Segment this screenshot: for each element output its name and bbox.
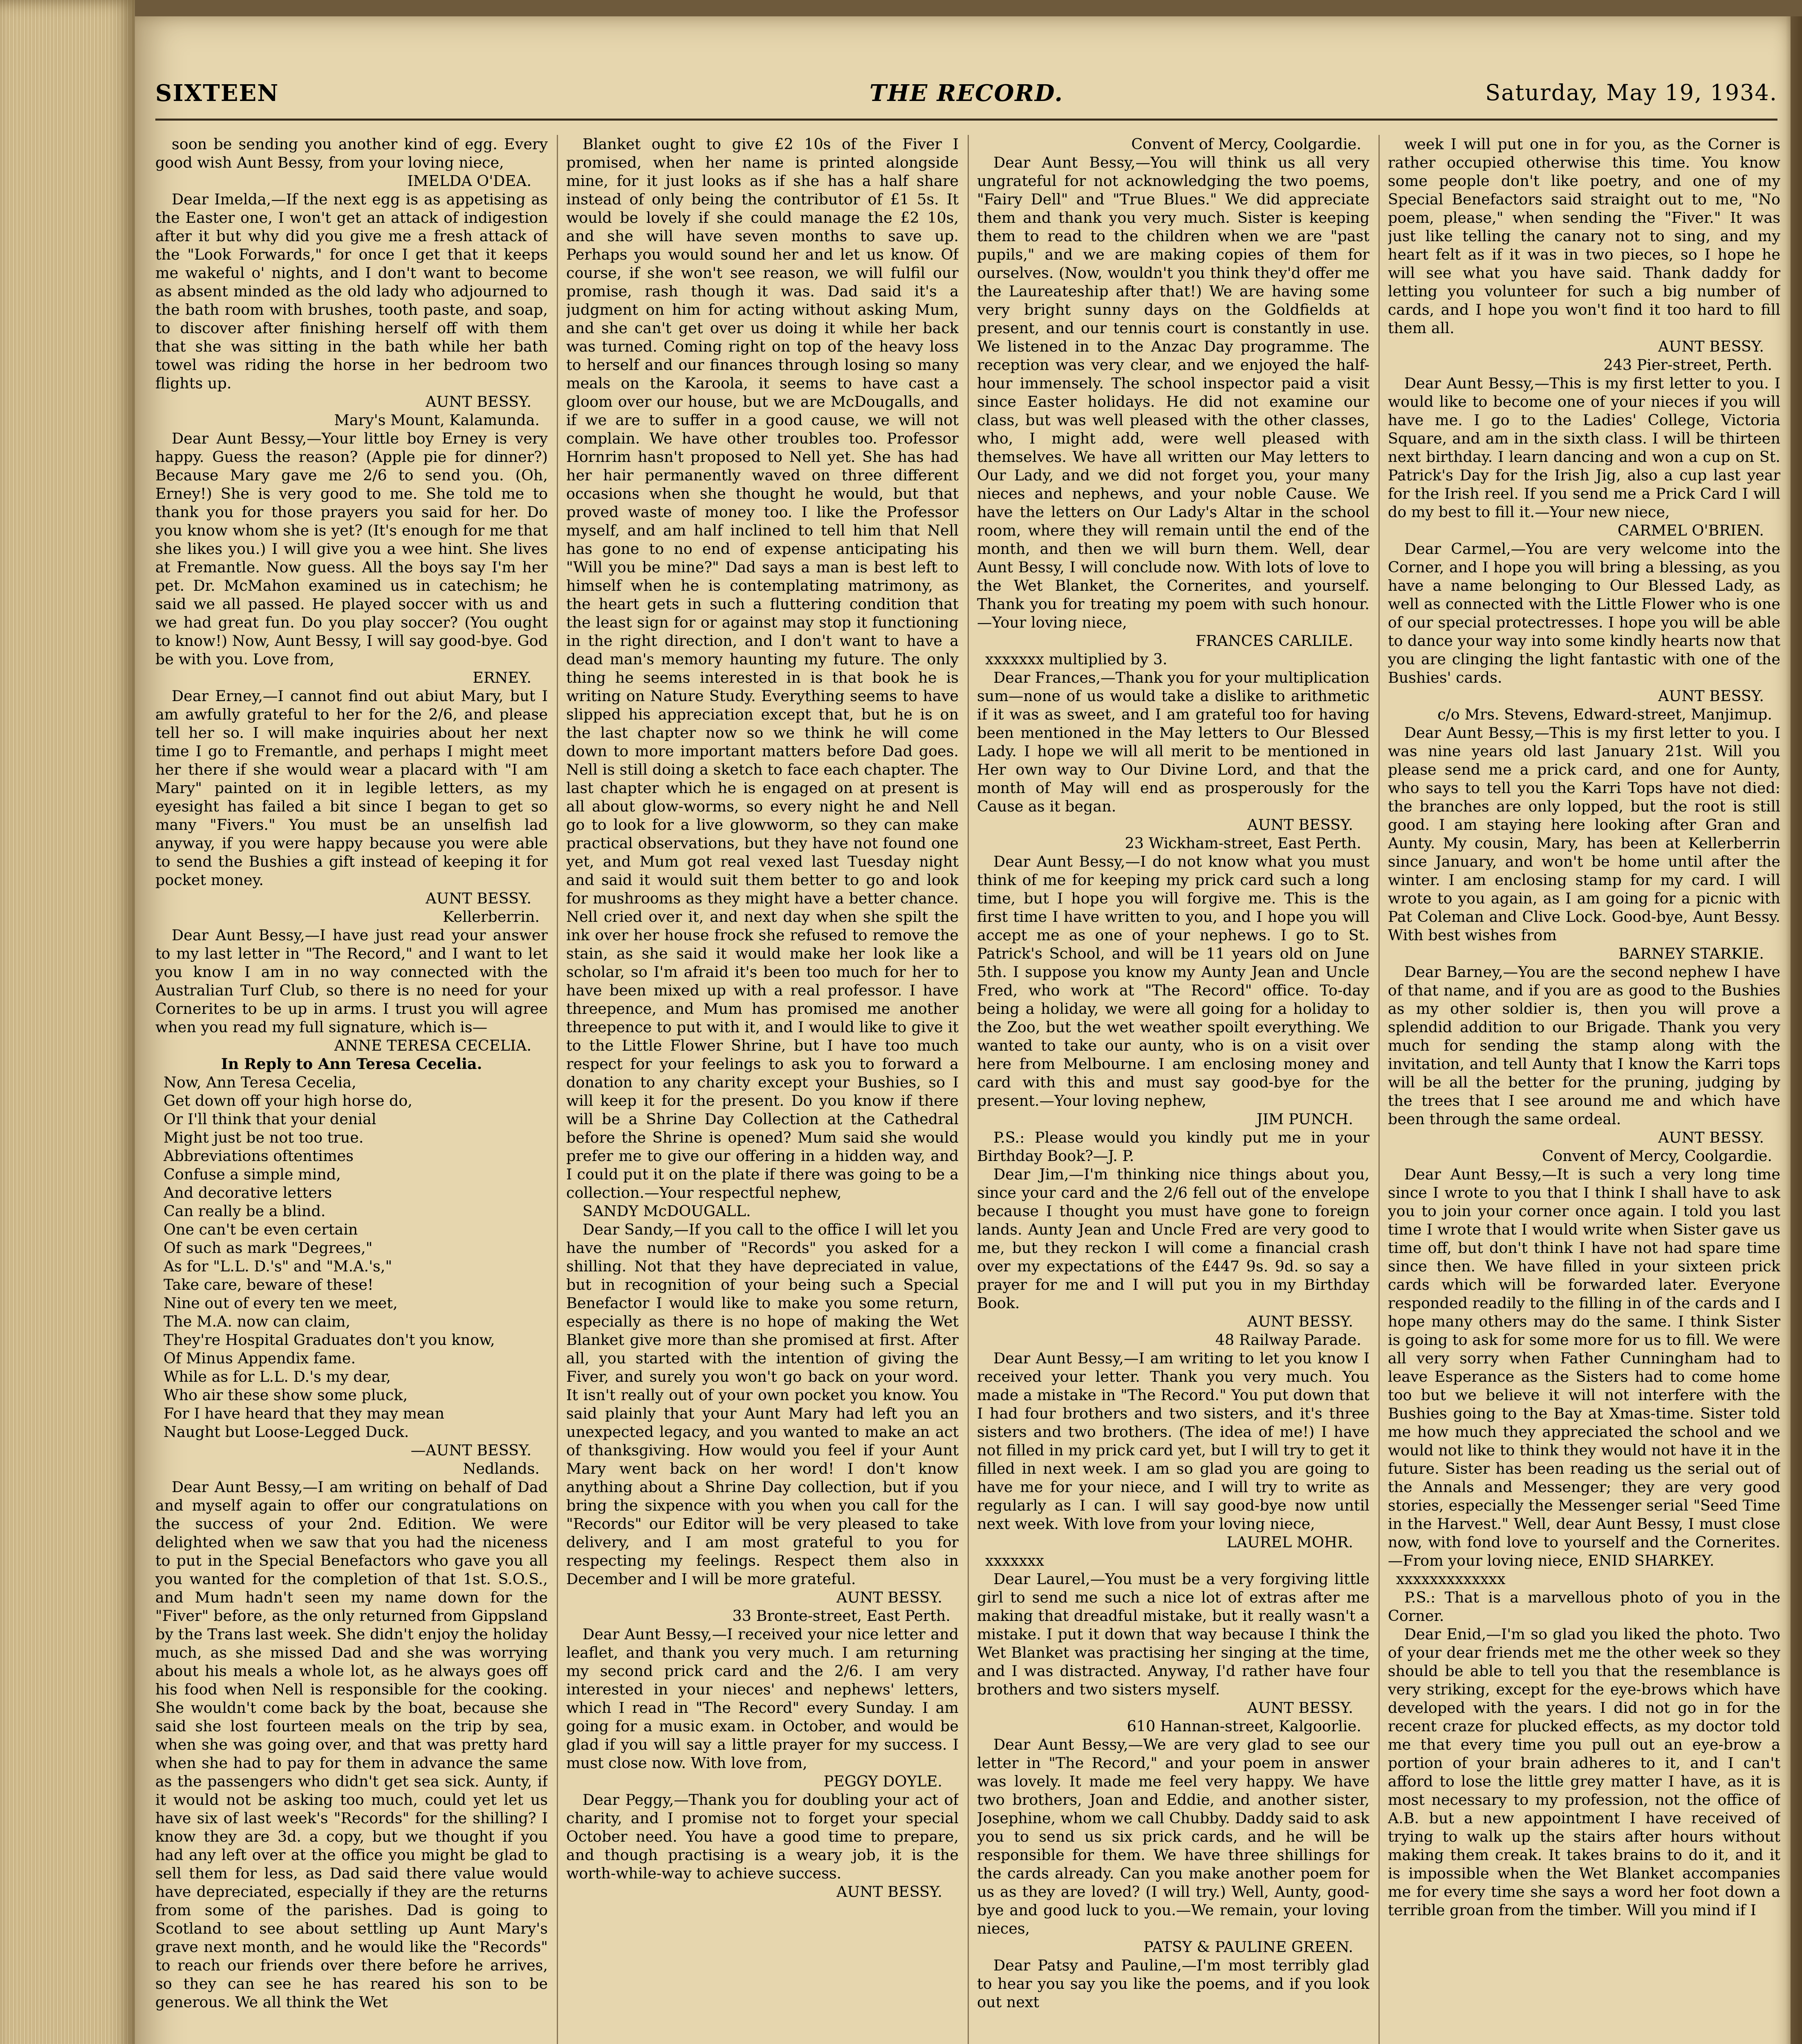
paragraph: 610 Hannan-street, Kalgoorlie. [1127,1717,1361,1735]
paragraph: PEGGY DOYLE. [823,1773,942,1790]
paragraph: Get down off your high horse do, [164,1092,412,1109]
paragraph: Dear Aunt Bessy,—We are very glad to see our letter in "The Record," and your poem in answer was lovely. It made me feel very happy. We have two brothers, Joan and Eddie, and another sister, Josephine, whom we call Chubby. Daddy said to ask you to send us six prick cards, and he will be responsible for them. We have three shillings for the cards already. Can you make another poem for us as they are loved? (I will try.) Well, Aunty, good-bye and good luck to you.—We remain, your loving nieces, [977,1736,1369,1937]
paragraph: P.S.: That is a marvellous photo of you in the Corner. [1388,1589,1780,1625]
paragraph: c/o Mrs. Stevens, Edward-street, Manjimup. [1437,706,1772,723]
paragraph: Dear Aunt Bessy,—I am writing on behalf of Dad and myself again to offer our congratulations on the success of your 2nd. Edition. We were delighted when we saw that you had the niceness to put in the Special Benefactors who gave you all you wanted for the completion of that 1st. S.O.S., and Mum hadn't seen my name down for the "Fiver" before, as the only returned from Gippsland by the Trans last week. She didn't enjoy the holiday much, as she missed Dad and she was worrying about his meals a whole lot, as he always goes off his food when Nell is responsible for the cooking. She wouldn't come back by the boat, because she said she lost fourteen meals on the trip by sea, when she was going over, and that was pretty hard when she had to pay for them in advance the same as the passengers who didn't get sea sick. Aunty, if it would not be asking too much, could yet let us have six of last week's "Records" for the shilling? I know they are 3d. a copy, but we thought if you had any left over at the office you might be glad to sell them for less, as Dad said there value would have depreciated, especially if they are the returns from some of the parishes. Dad is going to Scotland to see about settling up Aunt Mary's grave next month, and he would like the "Records" to reach our friends over there before he arrives, so they can see he has reared his son to be generous. We all think the Wet [155,1478,548,2011]
paragraph: FRANCES CARLILE. [1195,632,1353,650]
paragraph: Dear Barney,—You are the second nephew I have of that name, and if you are as good to the Bushies as my other soldier is, then you will prove a splendid addition to our Brigade. Thank you very much for sending the stamp along with the invitation, and tell Aunty that I know the Karri tops will be all the better for the pruning, judging by the trees that I see around me and which have been through the same ordeal. [1388,963,1780,1128]
paragraph: —AUNT BESSY. [410,1441,531,1459]
paragraph: Naught but Loose-Legged Duck. [164,1423,409,1441]
paragraph: And decorative letters [164,1184,332,1201]
paragraph: Blanket ought to give £2 10s of the Fiver I promised, when her name is printed alongside mine, for it just looks as if she has a half share instead of only being the contributor of £1 5s. It would be lovely if she could manage the £2 10s, and she will have seven months to save up. Perhaps you would sound her and let us know. Of course, if she won't see reason, we will fulfil our promise, rash though it was. Dad said it's a judgment on him for acting without asking Mum, and she can't get over us doing it while her back was turned. Coming right on top of the heavy loss to herself and our finances through losing so many meals on the Karoola, it seems to have cast a gloom over our house, but we are McDougalls, and if we are to suffer in a good cause, we will not complain. We have other troubles too. Professor Hornrim hasn't proposed to Nell yet. She has had her hair permanently waved on three different occasions when she thought he would, but that proved waste of money too. I like the Professor myself, and am half inclined to tell him that Nell has gone to no end of expense anticipating his "Will you be mine?" Dad says a man is best left to himself when he is contemplating matrimony, as the heart gets in such a fluttering condition that the least sign for or against may stop it functioning in the right direction, and I don't want to have a dead man's memory haunting my future. The only thing he seems interested in is that book he is writing on Nature Study. Everything seems to have slipped his appreciation except that, but he is on the last chapter now so we think he will come down to more important matters before Dad goes. Nell is still doing a sketch to face each chapter. The last chapter which he is engaged on at present is all about glow-worms, so every night he and Nell go to look for a live glowworm, so they can make practical observations, but they have not found one yet, and Mum got real vexed last Tuesday night and said it would suit them better to go and look for mushrooms as they might have a better chance. Nell cried over it, and next day when she spilt the ink over her house frock she refused to remove the stain, as she said it would make her look like a scholar, so I'm afraid it's been too much for her to have been mixed up with a real professor. I have threepence, and Mum has promised me another threepence to put with it, and I would like to give it to the Little Flower Shrine, but I have too much respect for your feelings to ask you to forward a donation to any charity except your Bushies, so I will keep it for the present. Do you know if there will be a Shrine Day Collection at the Cathedral before the Shrine is opened? Mum said she would prefer me to give our offering in a hidden way, and I could put it on the plate if there was going to be a collection.—Your respectful nephew, [566,135,959,1201]
paragraph: IMELDA O'DEA. [407,172,531,190]
paragraph: Dear Aunt Bessy,—I received your nice letter and leaflet, and thank you very much. I am returning my second prick card and the 2/6. I am very interested in your nieces' and nephews' letters, which I read in "The Record" every Sunday. I am going for a music exam. in October, and would be glad if you will say a little prayer for my success. I must close now. With love from, [566,1625,959,1772]
paragraph: AUNT BESSY. [426,890,531,907]
paragraph: The M.A. now can claim, [164,1313,350,1330]
paragraph: 48 Railway Parade. [1215,1331,1361,1349]
paragraph: Dear Aunt Bessy,—This is my first letter to you. I was nine years old last January 21st. Will you please send me a prick card, and one for Aunty, who says to tell you the Karri Tops have not died: the branches are only lopped, but the root is still good. I am staying here looking after Gran and Aunty. My cousin, Mary, has been at Kellerberrin since January, and won't be home until after the winter. I am enclosing stamp for my card. I will wrote to you again, as I am going for a picnic with Pat Coleman and Clive Lock. Good-bye, Aunt Bessy. With best wishes from [1388,724,1780,944]
paragraph: Convent of Mercy, Coolgardie. [1542,1147,1772,1165]
book-binding-edge [0,0,135,2044]
paragraph: Dear Frances,—Thank you for your multiplication sum—none of us would take a dislike to arithmetic if it was as sweet, and I am grateful too for having been mentioned in the May letters to Our Blessed Lady. I hope we will all merit to be mentioned in Her own way to Our Divine Lord, and that the month of May will end as prosperously for the Cause as it began. [977,669,1369,815]
paragraph: 243 Pier-street, Perth. [1603,356,1772,374]
column-1 [155,135,548,2044]
page-edge-shadow [1786,16,1802,2044]
page-number: SIXTEEN [155,80,279,107]
paragraph: AUNT BESSY. [1247,1313,1353,1330]
paragraph: Might just be not too true. [164,1129,364,1146]
paragraph: JIM PUNCH. [1256,1110,1353,1128]
paragraph: SANDY McDOUGALL. [583,1202,751,1220]
paragraph: Convent of Mercy, Coolgardie. [1131,135,1361,153]
paragraph: xxxxxxxxxxxxx [1396,1570,1506,1588]
paragraph: Dear Aunt Bessy,—I have just read your answer to my last letter in "The Record," and I want to let you know I am in no way connected with the Australian Turf Club, so there is no need for your Cornerites to be up in arms. I trust you will agree when you read my full signature, which is— [155,926,548,1036]
paragraph: AUNT BESSY. [1247,816,1353,834]
paragraph: soon be sending you another kind of egg. Every good wish Aunt Bessy, from your loving niece, [155,135,548,171]
paragraph: Mary's Mount, Kalamunda. [334,411,540,429]
paragraph: AUNT BESSY. [836,1883,942,1901]
article-columns [155,135,1782,2044]
paragraph: Of Minus Appendix fame. [164,1349,356,1367]
column-3 [977,135,1369,2044]
paragraph: 23 Wickham-street, East Perth. [1125,834,1361,852]
paragraph: PATSY & PAULINE GREEN. [1143,1938,1353,1956]
paragraph: In Reply to Ann Teresa Cecelia. [221,1055,482,1073]
paragraph: One can't be even certain [164,1221,358,1238]
paragraph: Dear Carmel,—You are very welcome into the Corner, and I hope you will bring a blessing, as you have a name belonging to Our Blessed Lady, as well as connected with the Little Flower who is one of our special protectresses. I hope you will be able to dance your way into some kindly hearts now that you are clinging the light fantastic with one of the Bushies' cards. [1388,540,1780,686]
paragraph: AUNT BESSY. [1658,338,1764,355]
paragraph: Abbreviations oftentimes [164,1147,354,1165]
paragraph: Dear Aunt Bessy,—You will think us all very ungrateful for not acknowledging the two poems, "Fairy Dell" and "True Blues." We did appreciate them and thank you very much. Sister is keeping them to read to the children when we are "past pupils," and we are making copies of them for ourselves. (Now, wouldn't you think they'd offer me the Laureateship after that!) We are having some very bright sunny days on the Goldfields at present, and our tennis court is constantly in use. We listened in to the Anzac Day programme. The reception was very clear, and we enjoyed the half-hour immensely. The school inspector paid a visit since Easter holidays. He did not examine our class, but was well pleased with the other classes, who, I might add, were well pleased with themselves. We have all written our May letters to Our Lady, and we did not forget you, your many nieces and nephews, and your noble Cause. We have the letters on Our Lady's Altar in the school room, where they will remain until the end of the month, and then we will burn them. Well, dear Aunt Bessy, I will conclude now. With lots of love to the Wet Blanket, the Cornerites, and yourself. Thank you for treating my poem with such honour.—Your loving niece, [977,154,1369,631]
paragraph: Who air these show some pluck, [164,1386,408,1404]
paragraph: ANNE TERESA CECELIA. [334,1037,531,1054]
issue-date: Saturday, May 19, 1934. [1485,80,1777,105]
paragraph: As for "L.L. D.'s" and "M.A.'s," [164,1257,392,1275]
paragraph: Dear Enid,—I'm so glad you liked the photo. Two of your dear friends met me the other week so they should be able to tell you that the resemblance is very striking, except for the eye-brows which have developed with the years. I did not go in for the recent craze for plucked effects, as my doctor told me that every time you pull out an eye-brow a portion of your brain adheres to it, and I can't afford to lose the little grey matter I have, as it is most necessary to my profession, not the office of A.B. but a new appointment I have received of trying to walk up the stairs after hours without making them creak. It takes brains to do it, and it is impossible when the Wet Blanket accompanies me for every time she says a word her foot down a terrible groan from the timber. Will you mind if I [1388,1625,1780,1919]
paragraph: AUNT BESSY. [426,393,531,410]
column-4 [1388,135,1780,2044]
paragraph: Dear Patsy and Pauline,—I'm most terribly glad to hear you say you like the poems, and if you look out next [977,1957,1369,2011]
paragraph: 33 Bronte-street, East Perth. [732,1607,950,1625]
paragraph: Dear Aunt Bessy,—This is my first letter to you. I would like to become one of your nieces if you will have me. I go to the Ladies' College, Victoria Square, and am in the sixth class. I will be thirteen next birthday. I learn dancing and won a cup on St. Patrick's Day for the Irish Jig, also a cup last year for the Irish reel. If you send me a Prick Card I will do my best to fill it.—Your new niece, [1388,374,1780,521]
header-rule [155,119,1777,121]
paragraph: Of such as mark "Degrees," [164,1239,373,1257]
paragraph: Take care, beware of these! [164,1276,374,1293]
paragraph: Dear Aunt Bessy,—I am writing to let you know I received your letter. Thank you very much. You made a mistake in "The Record." You put down that I had four brothers and two sisters, and it's three sisters and two brothers. (The idea of me!) I have not filled in my prick card yet, but I will try to get it filled in next week. I am so glad you are going to have me for your niece, and I will try to write as regularly as I can. I will say good-bye now until next week. With love from your loving niece, [977,1349,1369,1533]
paragraph: Dear Aunt Bessy,—I do not know what you must think of me for keeping my prick card such a long time, but I hope you will forgive me. This is the first time I have written to you, and I hope you will accept me as one of your nephews. I go to St. Patrick's School, and will be 11 years old on June 5th. I suppose you know my Aunty Jean and Uncle Fred, who work at "The Record" office. To-day being a holiday, we were all going for a holiday to the Zoo, but the wet weather spoilt everything. We wanted to take our aunty, who is on a visit over here from Melbourne. I am enclosing money and card with this and must say good-bye for the present.—Your loving nephew, [977,853,1369,1109]
column-divider [557,135,558,2044]
paragraph: AUNT BESSY. [1247,1699,1353,1717]
paragraph: Dear Jim,—I'm thinking nice things about you, since your card and the 2/6 fell out of the envelope because I thought you must have gone to foreign lands. Aunty Jean and Uncle Fred are very good to me, but they reckon I will come a financial crash over my expectations of the £447 9s. 9d. so say a prayer for me and I will put you in my Birthday Book. [977,1165,1369,1312]
paragraph: BARNEY STARKIE. [1618,945,1764,962]
paragraph: Kellerberrin. [443,908,540,926]
column-divider [968,135,969,2044]
paragraph: Nedlands. [463,1460,540,1477]
column-divider [1378,135,1380,2044]
paragraph: Or I'll think that your denial [164,1110,377,1128]
paragraph: xxxxxxx [985,1552,1044,1569]
paragraph: P.S.: Please would you kindly put me in your Birthday Book?—J. P. [977,1129,1369,1165]
column-2 [566,135,959,2044]
paragraph: Dear Laurel,—You must be a very forgiving little girl to send me such a nice lot of extras after me making that dreadful mistake, but it really wasn't a mistake. I put it down that way because I think the Wet Blanket was practising her singing at the time, and I was distracted. Anyway, I'd rather have four brothers and two sisters myself. [977,1570,1369,1698]
paragraph: CARMEL O'BRIEN. [1617,522,1764,539]
paragraph: week I will put one in for you, as the Corner is rather occupied otherwise this time. You know some people don't like poetry, and one of my Special Benefactors said straight out to me, "No poem, please," when sending the "Fiver." It was just like telling the canary not to sing, and my heart felt as if it was in two pieces, so I hope he will see what you have said. Thank daddy for letting you volunteer for such a big number of cards, and I hope you won't find it too hard to fill them all. [1388,135,1780,337]
masthead: THE RECORD. [870,80,1063,107]
paragraph: Dear Sandy,—If you call to the office I will let you have the number of "Records" you asked for a shilling. Not that they have depreciated in value, but in recognition of your being such a Special Benefactor I would like to make you some return, especially as there is no hope of making the Wet Blanket give more than she promised at first. After all, you started with the intention of giving the Fiver, and surely you won't go back on your word. It isn't really out of your own pocket you know. You said plainly that your Aunt Mary had left you an unexpected legacy, and you wanted to make an act of thanksgiving. How would you feel if your Aunt Mary went back on her word! I don't know anything about a Shrine Day collection, but if you bring the sixpence with you when you call for the "Records" our Editor will be very pleased to take delivery, and I am most grateful to you for respecting my feelings. Respect them also in December and I will be more grateful. [566,1221,959,1588]
paragraph: Dear Erney,—I cannot find out abiut Mary, but I am awfully grateful to her for the 2/6, and please tell her so. I will make inquiries about her next time I go to Fremantle, and perhaps I might meet her there if she would wear a placard with "I am Mary" painted on it in legible letters, as my eyesight has failed a bit since I began to get so many "Fivers." You must be an unselfish lad anyway, if you were happy because you were able to send the Bushies a gift instead of keeping it for pocket money. [155,687,548,889]
paragraph: AUNT BESSY. [836,1589,942,1606]
paragraph: They're Hospital Graduates don't you know, [164,1331,495,1349]
paragraph: Can really be a blind. [164,1202,326,1220]
paragraph: Dear Imelda,—If the next egg is as appetising as the Easter one, I won't get an attack of indigestion after it but why did you give me a fresh attack of the "Look Forwards," for once I get that it keeps me wakeful o' nights, and I don't want to become as absent minded as the old lady who adjourned to the bath room with brushes, tooth paste, and soap, to discover after finishing herself off with them that she was sitting in the bath while her bath towel was riding the horse in her bedroom two flights up. [155,191,548,392]
paragraph: While as for L.L. D.'s my dear, [164,1368,391,1385]
paragraph: Dear Aunt Bessy,—Your little boy Erney is very happy. Guess the reason? (Apple pie for dinner?) Because Mary gave me 2/6 to send you. (Oh, Erney!) She is very good to me. She told me to thank you for those prayers you said for her. Do you know whom she is yet? (It's enough for me that she likes you.) I will give you a wee hint. She lives at Fremantle. Now guess. All the boys say I'm her pet. Dr. McMahon examined us in catechism; he said we all passed. He played soccer with us and we had great fun. Do you play soccer? (You ought to know!) Now, Aunt Bessy, I will say good-bye. God be with you. Love from, [155,430,548,668]
paragraph: Confuse a simple mind, [164,1165,341,1183]
page-header [155,80,1777,129]
paragraph: AUNT BESSY. [1658,1129,1764,1146]
paragraph: Nine out of every ten we meet, [164,1294,398,1312]
paragraph: Dear Aunt Bessy,—It is such a very long time since I wrote to you that I think I shall have to ask you to join your corner once again. I told you last time I wrote that I would write when Sister gave us time off, but don't think I have not had spare time since then. We have filled in your sixteen prick cards which will be forwarded later. Everyone responded readily to the filling in of the cards and I hope many others may do the same. I think Sister is going to ask for some more for us to fill. We were all very sorry when Father Cunningham had to leave Esperance as the Sisters had to come home too but we believe it will not interfere with the Bushies going to the Bay at Xmas-time. Sister told me how much they appreciated the school and we would not like to think they would not have it in the future. Sister has been reading us the serial out of the Annals and Messenger; they are very good stories, especially the Messenger serial "Seed Time in the Harvest." Well, dear Aunt Bessy, I must close now, with fond love to yourself and the Cornerites.—From your loving niece, ENID SHARKEY. [1388,1165,1780,1569]
paragraph: LAUREL MOHR. [1226,1533,1353,1551]
paragraph: For I have heard that they may mean [164,1405,445,1422]
paragraph: Dear Peggy,—Thank you for doubling your act of charity, and I promise not to forget your special October need. You have a good time to prepare, and though practising is a weary job, it is the worth-while-way to achieve success. [566,1791,959,1882]
paragraph: Now, Ann Teresa Cecelia, [164,1074,356,1091]
paragraph: AUNT BESSY. [1658,687,1764,705]
paragraph: xxxxxxx multiplied by 3. [985,650,1168,668]
paragraph: ERNEY. [473,669,531,686]
